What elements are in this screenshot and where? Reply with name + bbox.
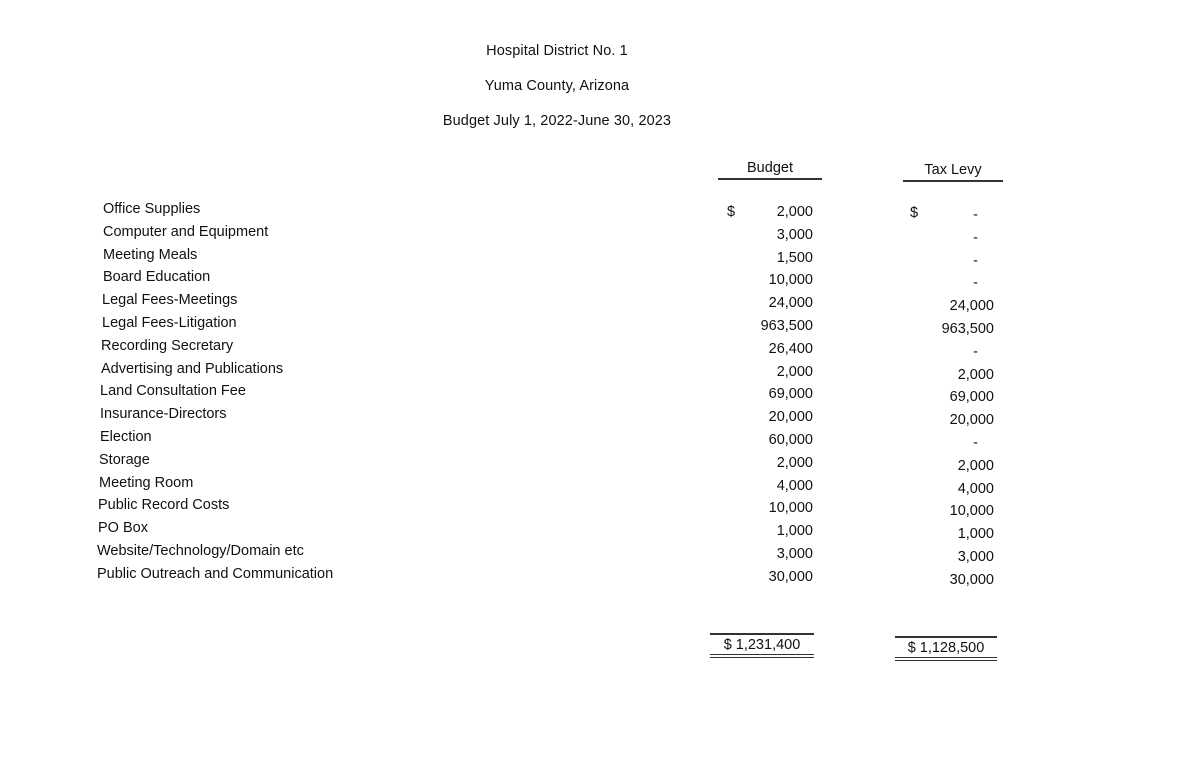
budget-amount: 963,500 bbox=[760, 317, 813, 334]
line-item-label: Insurance-Directors bbox=[100, 406, 227, 423]
tax-levy-amount: 3,000 bbox=[957, 548, 994, 565]
line-item-row bbox=[0, 566, 1200, 589]
budget-amount: 24,000 bbox=[768, 295, 813, 312]
line-item-row bbox=[0, 497, 1200, 520]
line-item-label: Public Outreach and Communication bbox=[97, 565, 334, 582]
line-item-label: Advertising and Publications bbox=[101, 360, 284, 377]
budget-amount: 10,000 bbox=[768, 500, 813, 517]
line-item-row bbox=[0, 520, 1200, 543]
budget-amount: 20,000 bbox=[768, 409, 813, 426]
tax-levy-amount: 2,000 bbox=[957, 457, 994, 474]
budget-line-items bbox=[0, 201, 1200, 589]
district-name: Hospital District No. 1 bbox=[486, 43, 628, 59]
line-item-row bbox=[0, 201, 1200, 224]
tax-levy-amount: 1,000 bbox=[957, 526, 994, 543]
line-item-row bbox=[0, 475, 1200, 498]
budget-period-title: Budget July 1, 2022-June 30, 2023 bbox=[442, 113, 672, 129]
line-item-row bbox=[0, 361, 1200, 384]
budget-amount: 69,000 bbox=[768, 386, 813, 403]
tax-levy-amount: 30,000 bbox=[949, 571, 994, 588]
line-item-label: Computer and Equipment bbox=[103, 223, 269, 240]
line-item-label: Storage bbox=[99, 451, 150, 468]
budget-amount: 60,000 bbox=[768, 431, 813, 448]
line-item-row bbox=[0, 247, 1200, 270]
tax-levy-amount: - bbox=[973, 343, 978, 360]
line-item-row bbox=[0, 315, 1200, 338]
budget-amount: 1,000 bbox=[776, 523, 813, 540]
line-item-label: Board Education bbox=[103, 269, 211, 286]
tax-levy-amount: - bbox=[973, 207, 978, 223]
budget-dollar-sign: $ bbox=[727, 204, 736, 220]
line-item-label: Legal Fees-Litigation bbox=[102, 314, 237, 331]
line-item-label: Meeting Meals bbox=[103, 246, 198, 263]
tax-levy-total: $ 1,128,500 bbox=[895, 636, 997, 661]
budget-amount: 4,000 bbox=[776, 477, 813, 494]
budget-amount: 30,000 bbox=[768, 568, 813, 585]
budget-amount: 1,500 bbox=[776, 249, 813, 266]
line-item-row bbox=[0, 269, 1200, 292]
budget-total: $ 1,231,400 bbox=[710, 633, 814, 658]
line-item-row bbox=[0, 383, 1200, 406]
tax-levy-amount: 69,000 bbox=[949, 389, 994, 406]
line-item-row bbox=[0, 406, 1200, 429]
line-item-label: PO Box bbox=[98, 520, 148, 537]
county-name: Yuma County, Arizona bbox=[484, 78, 630, 94]
tax-levy-amount: 4,000 bbox=[957, 480, 994, 497]
line-item-label: Land Consultation Fee bbox=[100, 383, 246, 400]
tax-levy-amount: - bbox=[973, 229, 978, 246]
budget-amount: 10,000 bbox=[768, 272, 813, 289]
line-item-row bbox=[0, 452, 1200, 475]
tax-levy-amount: - bbox=[973, 434, 978, 451]
line-item-label: Recording Secretary bbox=[101, 337, 234, 354]
line-item-row bbox=[0, 292, 1200, 315]
budget-amount: 2,000 bbox=[776, 204, 813, 220]
budget-amount: 3,000 bbox=[776, 545, 813, 562]
tax-levy-amount: 20,000 bbox=[949, 412, 994, 429]
budget-amount: 2,000 bbox=[776, 454, 813, 471]
budget-amount: 26,400 bbox=[768, 340, 813, 357]
tax-levy-amount: 24,000 bbox=[949, 298, 994, 315]
budget-amount: 3,000 bbox=[776, 226, 813, 243]
line-item-row bbox=[0, 338, 1200, 361]
line-item-row bbox=[0, 429, 1200, 452]
tax-levy-amount: - bbox=[973, 252, 978, 269]
line-item-row bbox=[0, 543, 1200, 566]
tax-levy-amount: 963,500 bbox=[941, 320, 994, 337]
budget-amount: 2,000 bbox=[776, 363, 813, 380]
tax-levy-dollar-sign: $ bbox=[910, 205, 919, 221]
line-item-label: Legal Fees-Meetings bbox=[102, 292, 238, 309]
line-item-label: Office Supplies bbox=[103, 201, 201, 217]
line-item-label: Website/Technology/Domain etc bbox=[97, 542, 304, 559]
line-item-label: Public Record Costs bbox=[98, 497, 230, 514]
tax-levy-amount: 10,000 bbox=[949, 503, 994, 520]
tax-levy-amount: - bbox=[973, 275, 978, 292]
line-item-label: Election bbox=[100, 428, 152, 445]
tax-levy-amount: 2,000 bbox=[957, 366, 994, 383]
tax-levy-column-header: Tax Levy bbox=[903, 162, 1003, 182]
line-item-label: Meeting Room bbox=[99, 474, 194, 491]
line-item-row bbox=[0, 224, 1200, 247]
budget-column-header: Budget bbox=[718, 160, 822, 180]
